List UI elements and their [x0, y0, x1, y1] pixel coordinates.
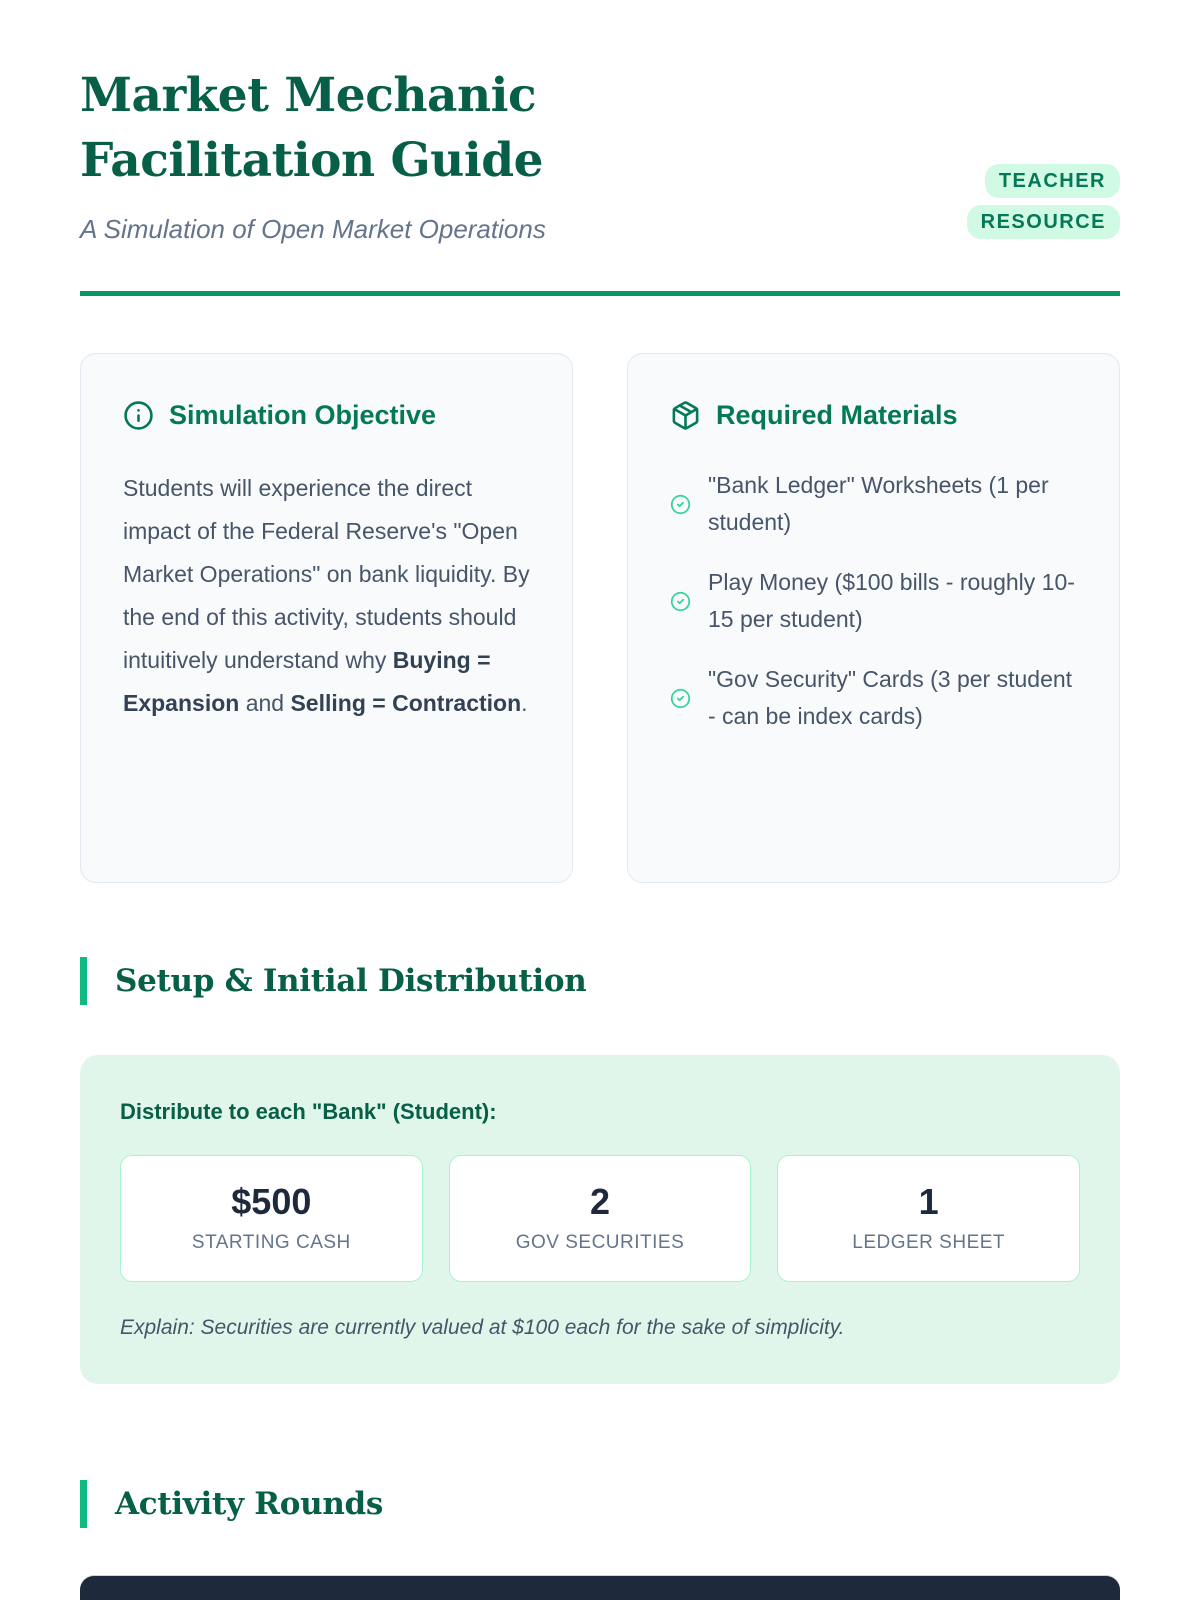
required-materials-heading	[670, 400, 1077, 431]
stat-card-gov-securities	[449, 1155, 752, 1282]
page-title: Market Mechanic Facilitation Guide	[80, 68, 543, 188]
teacher-resource-badge-wrap	[940, 161, 1120, 245]
activity-rounds-heading: Activity Rounds	[80, 1480, 1120, 1528]
header-text-block	[80, 64, 720, 245]
stat-label: LEDGER SHEET	[852, 1231, 1006, 1253]
distribute-label: Distribute to each "Bank" (Student):	[120, 1098, 497, 1124]
material-item-text: "Bank Ledger" Worksheets (1 per student)	[708, 471, 1049, 536]
stat-label: STARTING CASH	[191, 1231, 351, 1253]
stat-card-ledger-sheet	[777, 1155, 1080, 1282]
check-circle-icon	[670, 591, 691, 612]
teacher-resource-badge: TEACHER RESOURCE	[967, 164, 1120, 239]
activity-rounds-panel	[80, 1576, 1120, 1600]
check-circle-icon	[670, 494, 691, 515]
page-subtitle: A Simulation of Open Market Operations	[80, 213, 546, 244]
stat-value: 2	[589, 1180, 610, 1222]
package-icon	[670, 400, 701, 431]
info-icon	[123, 400, 154, 431]
stats-row	[120, 1155, 1080, 1282]
stat-value: 1	[918, 1180, 939, 1222]
setup-explain-note: Explain: Securities are currently valued at $100 each for the sake of simplicity.	[120, 1315, 845, 1339]
check-circle-icon	[670, 688, 691, 709]
stat-value: $500	[231, 1180, 312, 1222]
simulation-objective-heading-label: Simulation Objective	[169, 399, 437, 430]
material-item-text: Play Money ($100 bills - roughly 10-15 per student)	[708, 568, 1075, 633]
material-item-text: "Gov Security" Cards (3 per student - can be index cards)	[708, 665, 1073, 730]
material-list-item	[670, 564, 1077, 639]
stat-label: GOV SECURITIES	[515, 1231, 685, 1253]
required-materials-heading-label: Required Materials	[716, 399, 958, 430]
setup-section-heading: Setup & Initial Distribution	[80, 957, 1120, 1005]
materials-list	[670, 467, 1077, 736]
required-materials-card	[627, 353, 1120, 883]
stat-card-starting-cash	[120, 1155, 423, 1282]
material-list-item	[670, 661, 1077, 736]
info-cards-row	[80, 353, 1120, 883]
simulation-objective-heading	[123, 400, 530, 431]
page-header	[80, 64, 1120, 245]
simulation-objective-card	[80, 353, 573, 883]
header-divider	[80, 291, 1120, 296]
simulation-objective-text: Students will experience the direct impact of the Federal Reserve's "Open Market Operations" on bank liquidity. By the end of this activity, students should intuitively understand why Buying = Expansion and Selling = Contraction.	[123, 474, 530, 716]
material-list-item	[670, 467, 1077, 542]
setup-distribution-panel	[80, 1055, 1120, 1384]
